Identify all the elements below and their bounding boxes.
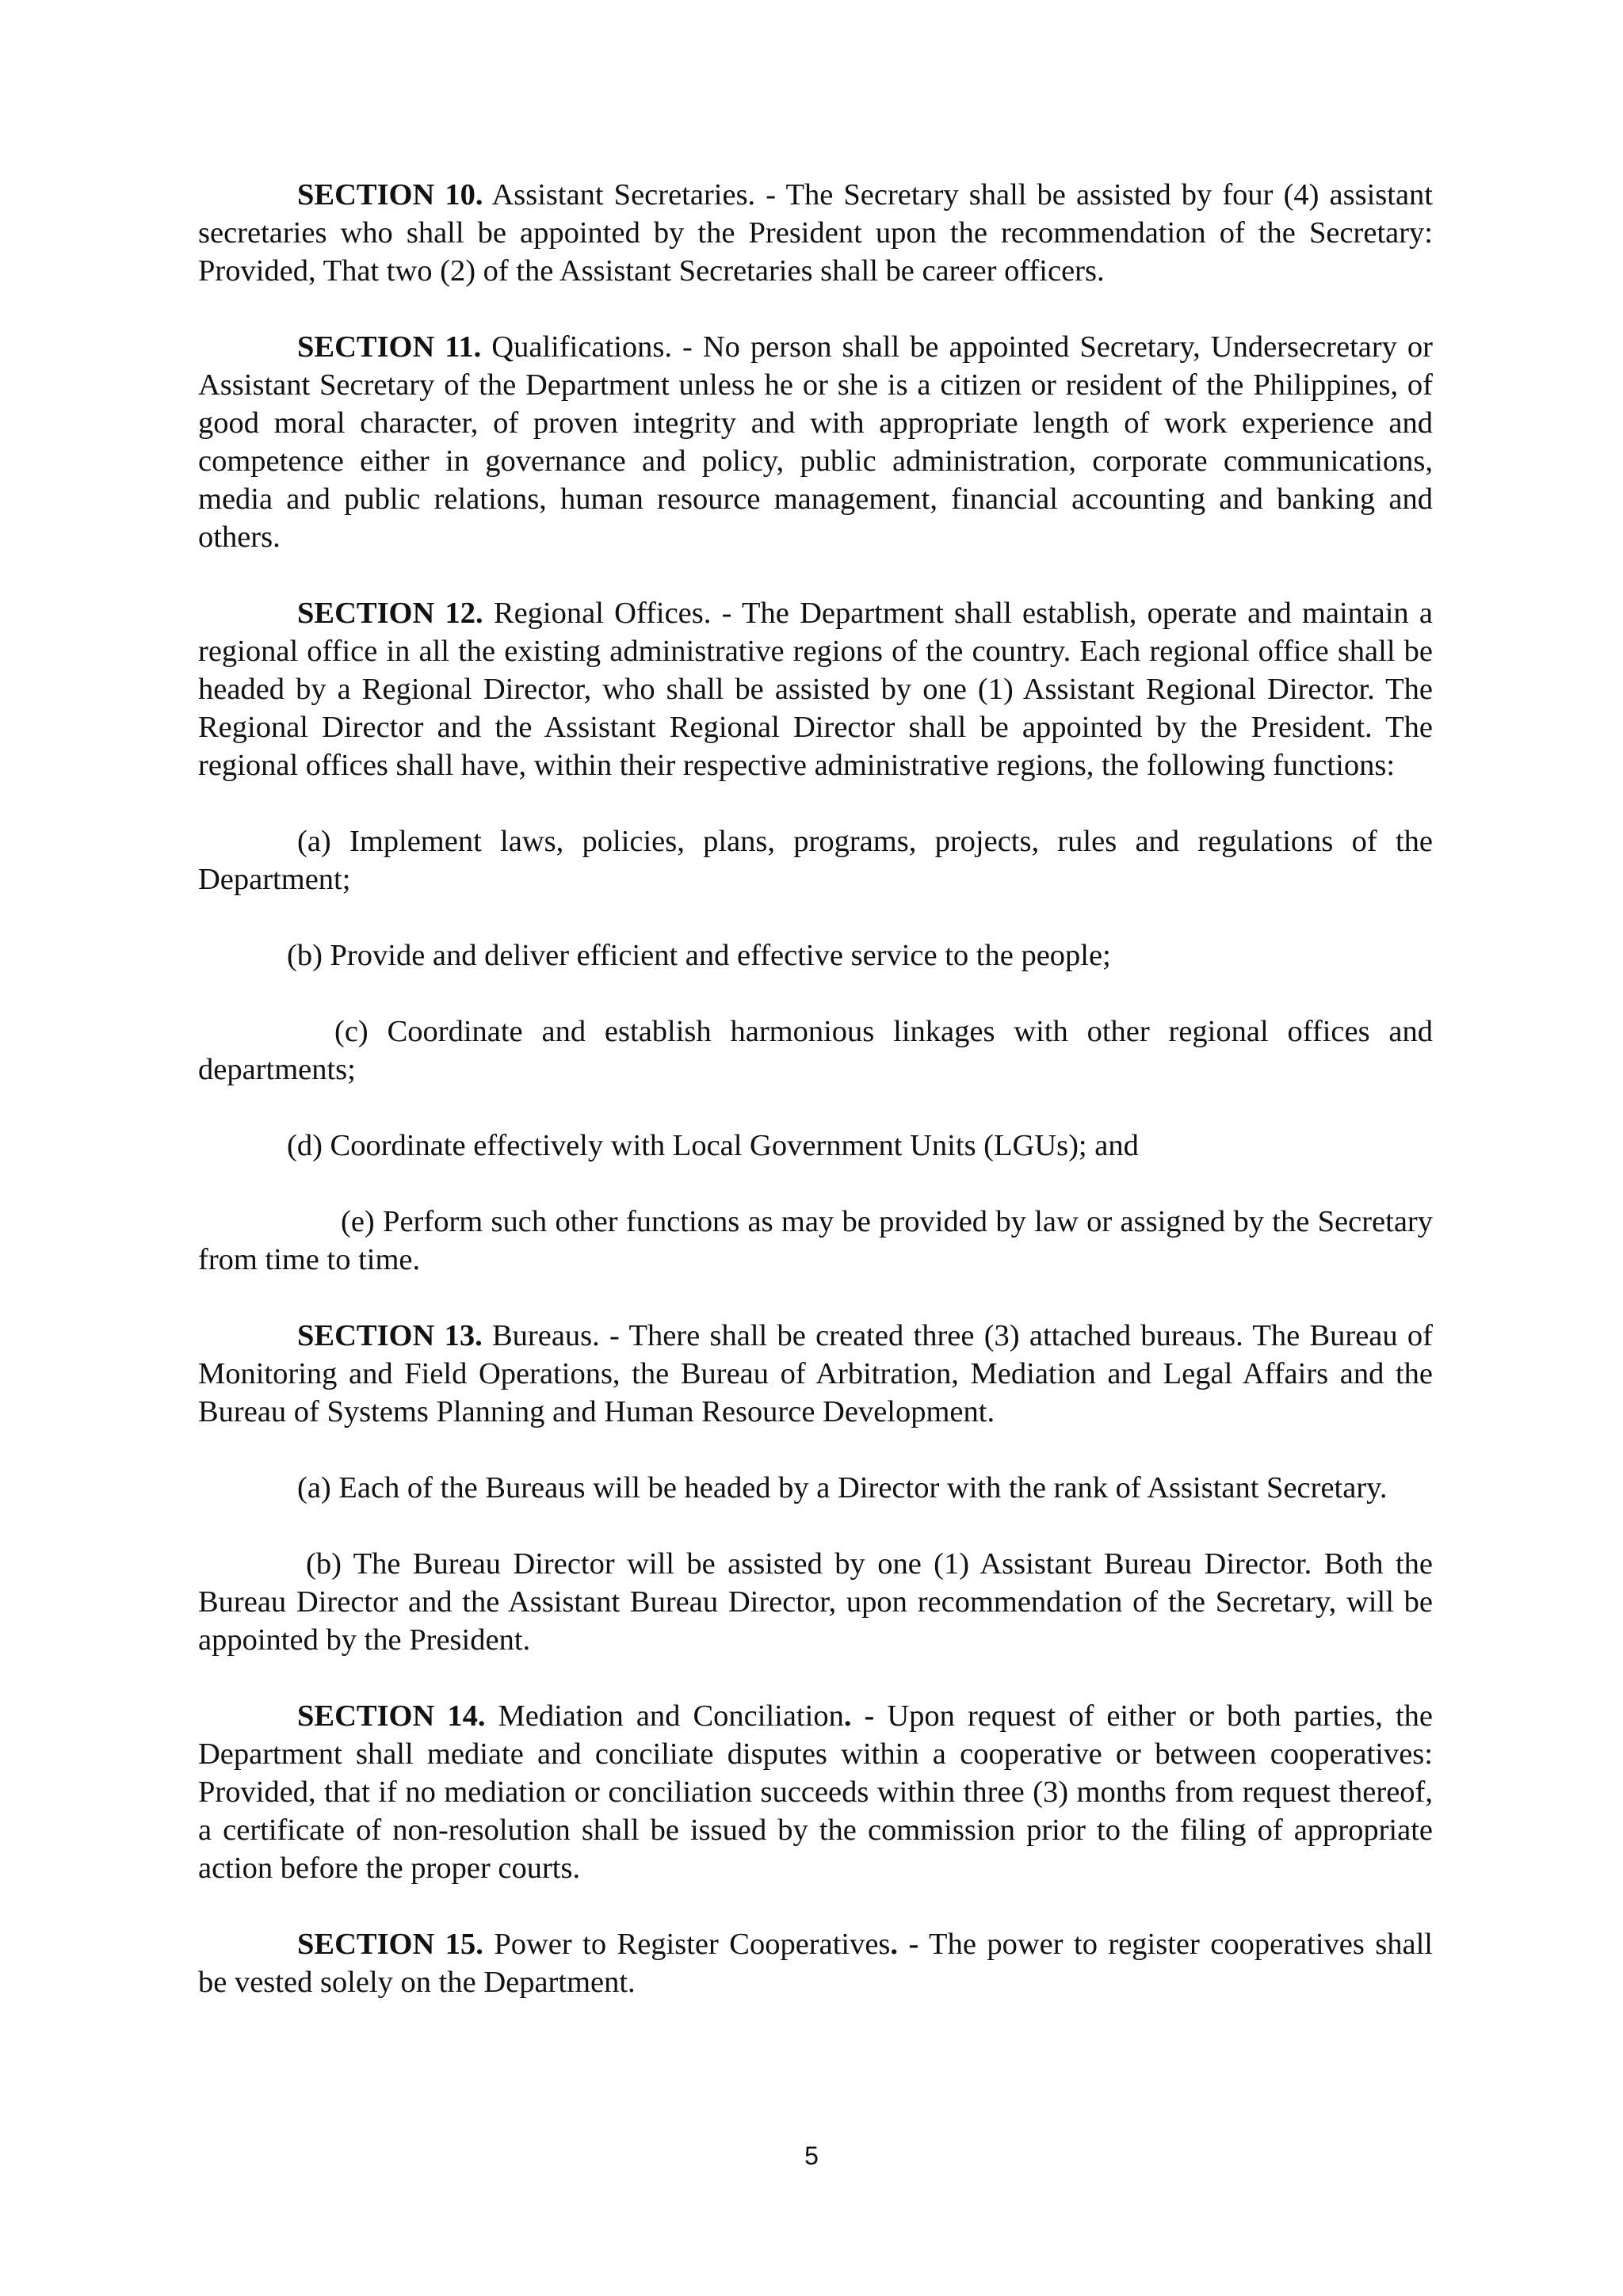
section-15-text: The power to register cooperatives shall be vested solely on the Department.	[198, 1928, 1433, 1999]
section-14-separator: . -	[843, 1699, 875, 1733]
section-11-text: Qualifications. - No person shall be appointed Secretary, Undersecretary or Assistant Secretary of the Department unless he or she is a citizen or resident of the Philippines, of good moral character, of proven integrity and with appropriate length of work experience and competence either in governance and policy, public administration, corporate communications, media and public relations, human resource management, financial accounting and banking and others.	[198, 330, 1433, 554]
section-11-label: SECTION 11.	[297, 330, 482, 364]
section-15-title: Power to Register Cooperatives	[483, 1928, 891, 1961]
section-14-title: Mediation and Conciliation	[485, 1699, 844, 1733]
section-12-item-e: (e) Perform such other functions as may be provided by law or assigned by the Secretary from time to time.	[198, 1205, 1433, 1276]
section-14-label: SECTION 14.	[297, 1699, 486, 1733]
section-12-item-d: (d) Coordinate effectively with Local Government Units (LGUs); and	[287, 1129, 1139, 1162]
section-15	[198, 1925, 1433, 2001]
section-13-text: Bureaus. - There shall be created three (3) attached bureaus. The Bureau of Monitoring and Field Operations, the Bureau of Arbitration, Mediation and Legal Affairs and the Bureau of Systems Planning and Human Resource Development.	[198, 1319, 1433, 1428]
section-10-text: Assistant Secretaries. - The Secretary shall be assisted by four (4) assistant secretaries who shall be appointed by the President upon the recommendation of the Secretary: Provided, That two (2) of the Assistant Secretaries shall be career officers.	[198, 178, 1433, 288]
section-10-label: SECTION 10.	[297, 178, 483, 212]
section-12-text: Regional Offices. - The Department shall establish, operate and maintain a regional office in all the existing administrative regions of the country. Each regional office shall be headed by a Regional Director, who shall be assisted by one (1) Assistant Regional Director. The Regional Director and the Assistant Regional Director shall be appointed by the President. The regional offices shall have, within their respective administrative regions, the following functions:	[198, 597, 1433, 782]
page-content	[198, 176, 1433, 2001]
section-13-item-a: (a) Each of the Bureaus will be headed by a Director with the rank of Assistant Secretary.	[297, 1471, 1388, 1505]
section-12-item-c: (c) Coordinate and establish harmonious linkages with other regional offices and departments;	[198, 1015, 1433, 1086]
section-14-text: Upon request of either or both parties, the Department shall mediate and conciliate disputes within a cooperative or between cooperatives: Provided, that if no mediation or conciliation succeeds within three (3) months from request thereof, a certificate of non-resolution shall be issued by the commission prior to the filing of appropriate action before the proper courts.	[198, 1699, 1433, 1885]
section-12-item-a: (a) Implement laws, policies, plans, programs, projects, rules and regulations of the Department;	[198, 825, 1433, 896]
section-15-label: SECTION 15.	[297, 1928, 483, 1961]
section-10	[198, 176, 1433, 290]
section-12-item-b: (b) Provide and deliver efficient and effective service to the people;	[287, 939, 1111, 972]
section-13	[198, 1317, 1433, 1431]
section-13-label: SECTION 13.	[297, 1319, 483, 1352]
section-12	[198, 594, 1433, 784]
section-15-separator: . -	[890, 1928, 919, 1961]
page-number: 5	[804, 2142, 819, 2170]
section-11	[198, 328, 1433, 556]
section-13-item-b: (b) The Bureau Director will be assisted by one (1) Assistant Bureau Director. Both the Bureau Director and the Assistant Bureau Director, upon recommendation of the Secretary, will be appointed by the President.	[198, 1547, 1433, 1657]
section-12-label: SECTION 12.	[297, 597, 483, 630]
section-14	[198, 1697, 1433, 1887]
